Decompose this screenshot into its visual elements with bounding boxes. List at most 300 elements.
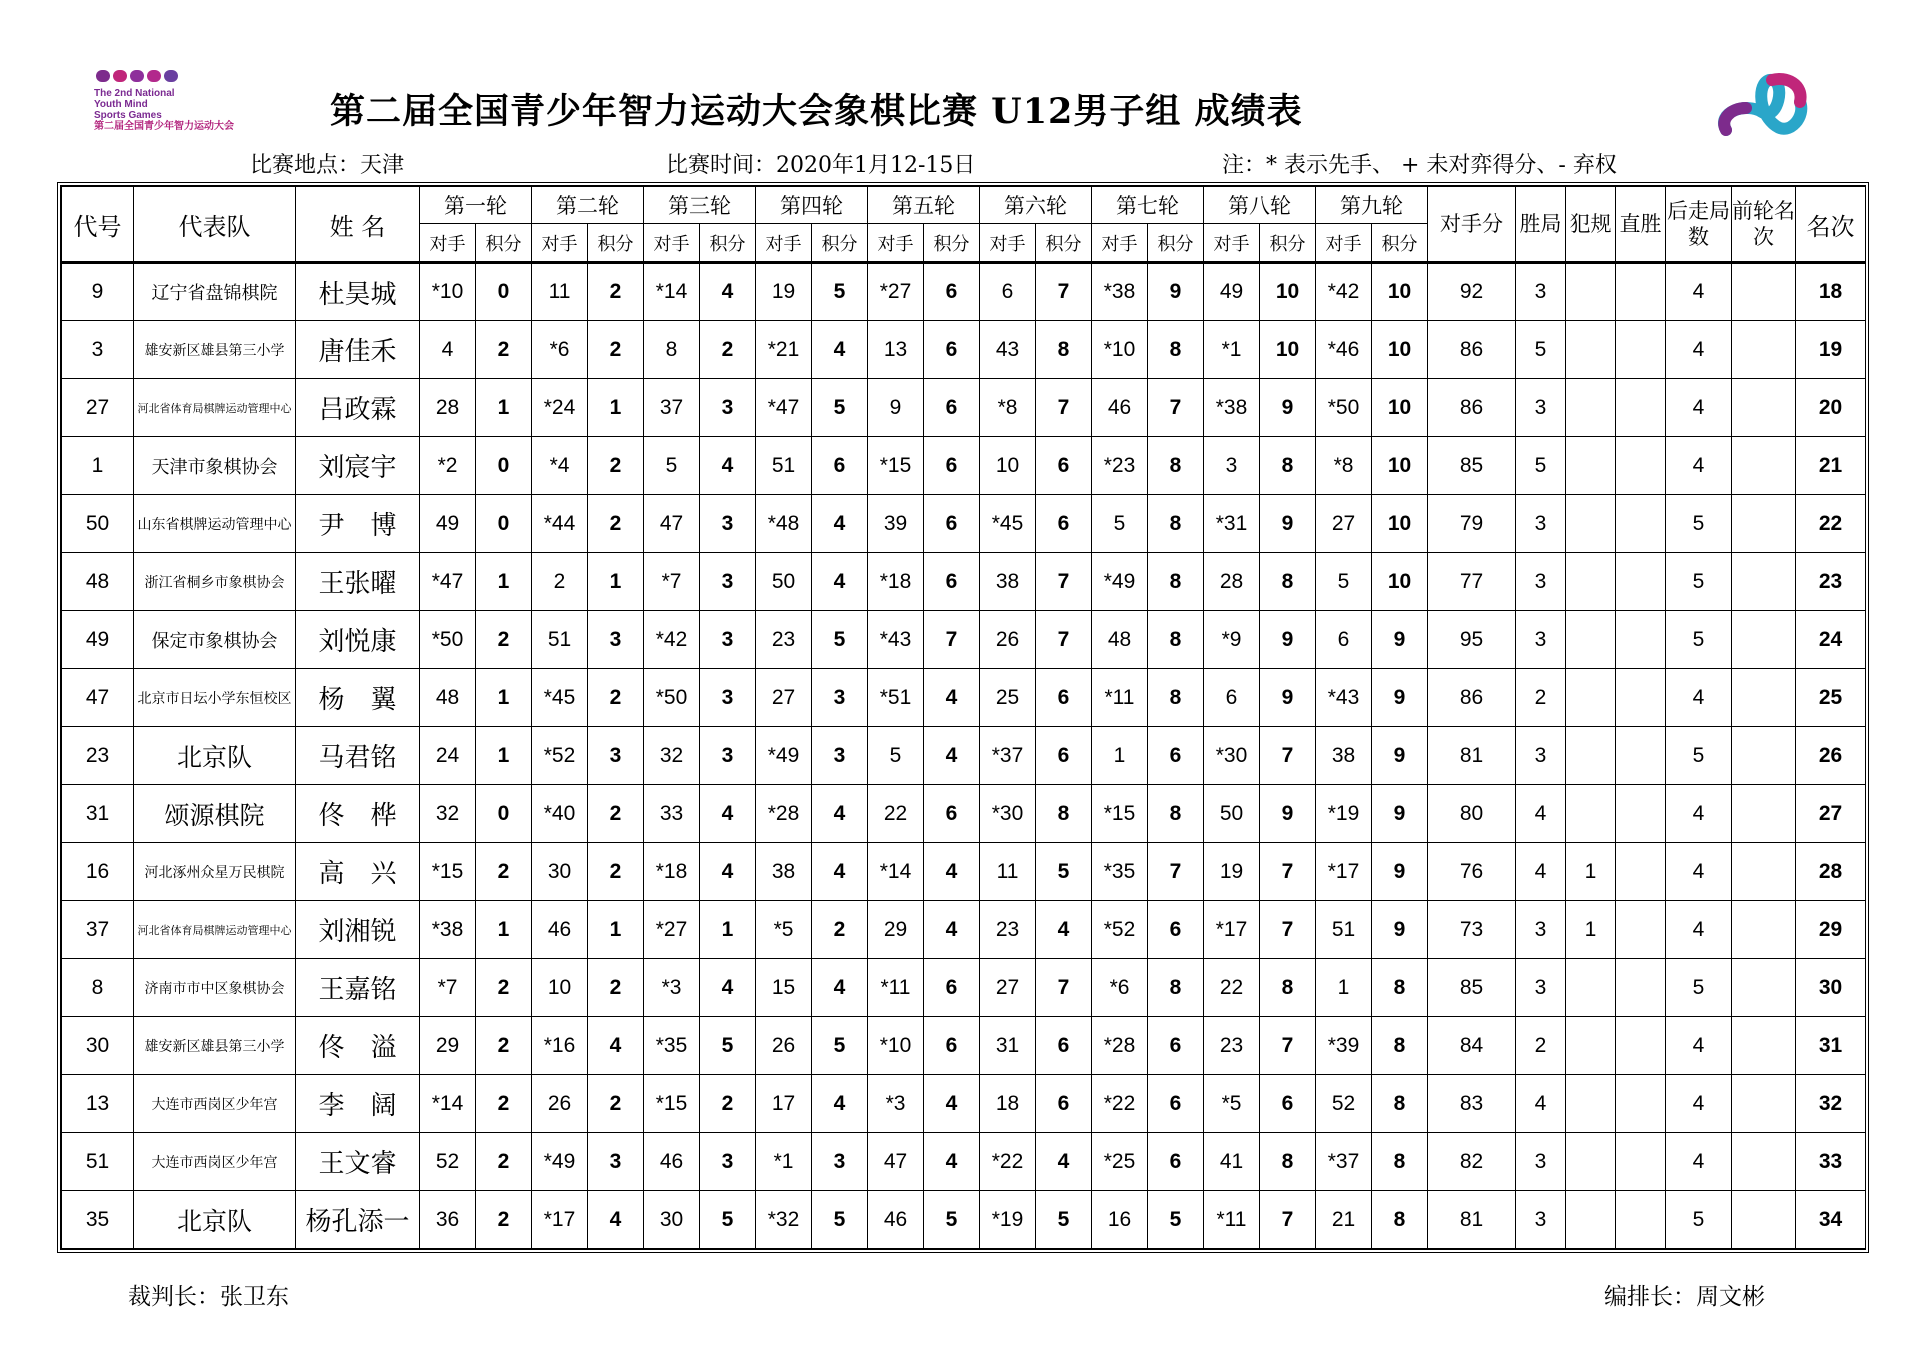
round-points: 6	[924, 321, 980, 379]
header-round: 第二轮	[532, 187, 644, 224]
fouls-count: 1	[1566, 843, 1616, 901]
round-points: 2	[588, 1075, 644, 1133]
fouls-count	[1566, 1191, 1616, 1249]
wins-count: 3	[1516, 1191, 1566, 1249]
results-table	[61, 186, 1866, 1249]
round-points: 4	[812, 843, 868, 901]
round-opponent: *16	[532, 1017, 588, 1075]
header-round: 第四轮	[756, 187, 868, 224]
round-points: 4	[812, 321, 868, 379]
round-opponent: *19	[1316, 785, 1372, 843]
previous-rank	[1732, 437, 1796, 495]
team-name: 山东省棋牌运动管理中心	[134, 495, 296, 553]
round-opponent: *7	[420, 959, 476, 1017]
logo-icons	[96, 70, 284, 82]
direct-wins	[1616, 785, 1666, 843]
second-move-count: 4	[1666, 843, 1732, 901]
round-points: 7	[1260, 843, 1316, 901]
round-points: 2	[476, 1075, 532, 1133]
player-code: 48	[62, 553, 134, 611]
round-points: 6	[1148, 1133, 1204, 1191]
header-points: 积分	[1148, 224, 1204, 263]
round-points: 2	[588, 495, 644, 553]
round-opponent: 27	[756, 669, 812, 727]
round-points: 7	[1260, 901, 1316, 959]
header-name: 姓 名	[296, 187, 420, 263]
round-points: 4	[1036, 901, 1092, 959]
round-points: 2	[812, 901, 868, 959]
round-opponent: 36	[420, 1191, 476, 1249]
round-opponent: 29	[868, 901, 924, 959]
round-points: 9	[1372, 611, 1428, 669]
opponent-score: 82	[1428, 1133, 1516, 1191]
opponent-score: 95	[1428, 611, 1516, 669]
wins-count: 3	[1516, 495, 1566, 553]
round-points: 6	[1148, 1017, 1204, 1075]
player-code: 3	[62, 321, 134, 379]
round-points: 7	[1036, 263, 1092, 321]
round-opponent: *42	[644, 611, 700, 669]
round-opponent: *45	[980, 495, 1036, 553]
round-opponent: 32	[420, 785, 476, 843]
previous-rank	[1732, 785, 1796, 843]
second-move-count: 4	[1666, 263, 1732, 321]
round-points: 7	[1260, 727, 1316, 785]
round-points: 2	[476, 1017, 532, 1075]
final-rank: 19	[1796, 321, 1866, 379]
round-points: 9	[1372, 669, 1428, 727]
direct-wins	[1616, 1017, 1666, 1075]
round-opponent: 23	[756, 611, 812, 669]
opponent-score: 85	[1428, 437, 1516, 495]
second-move-count: 5	[1666, 727, 1732, 785]
second-move-count: 4	[1666, 669, 1732, 727]
player-name: 刘悦康	[296, 611, 420, 669]
round-opponent: *1	[756, 1133, 812, 1191]
round-points: 0	[476, 495, 532, 553]
opponent-score: 85	[1428, 959, 1516, 1017]
round-opponent: 49	[1204, 263, 1260, 321]
final-rank: 34	[1796, 1191, 1866, 1249]
round-points: 1	[588, 379, 644, 437]
chief-referee: 裁判长：张卫东	[128, 1284, 289, 1310]
round-opponent: 3	[1204, 437, 1260, 495]
round-opponent: *23	[1092, 437, 1148, 495]
second-move-count: 5	[1666, 611, 1732, 669]
round-opponent: *38	[1092, 263, 1148, 321]
round-points: 2	[476, 843, 532, 901]
round-points: 9	[1148, 263, 1204, 321]
second-move-count: 4	[1666, 321, 1732, 379]
previous-rank	[1732, 553, 1796, 611]
header-points: 积分	[588, 224, 644, 263]
round-points: 6	[1036, 669, 1092, 727]
round-opponent: 28	[420, 379, 476, 437]
round-points: 0	[476, 437, 532, 495]
round-opponent: *18	[868, 553, 924, 611]
wins-count: 4	[1516, 1075, 1566, 1133]
round-opponent: 27	[980, 959, 1036, 1017]
round-points: 2	[588, 843, 644, 901]
round-points: 6	[924, 495, 980, 553]
round-points: 8	[1148, 495, 1204, 553]
header-points: 积分	[924, 224, 980, 263]
round-points: 3	[700, 379, 756, 437]
round-opponent: 27	[1316, 495, 1372, 553]
round-opponent: 47	[644, 495, 700, 553]
round-points: 4	[588, 1017, 644, 1075]
wins-count: 3	[1516, 1133, 1566, 1191]
logo-text-line: The 2nd National	[94, 88, 175, 99]
table-row	[62, 437, 1866, 495]
round-opponent: 28	[1204, 553, 1260, 611]
round-points: 7	[1036, 379, 1092, 437]
round-points: 8	[1036, 321, 1092, 379]
round-opponent: 6	[1316, 611, 1372, 669]
round-points: 0	[476, 263, 532, 321]
round-points: 7	[1260, 1191, 1316, 1249]
round-opponent: *25	[1092, 1133, 1148, 1191]
round-points: 6	[924, 263, 980, 321]
round-points: 3	[700, 727, 756, 785]
player-name: 杨 翼	[296, 669, 420, 727]
round-opponent: *50	[644, 669, 700, 727]
round-points: 6	[1148, 901, 1204, 959]
opponent-score: 79	[1428, 495, 1516, 553]
header-opponent: 对手	[756, 224, 812, 263]
round-points: 3	[812, 1133, 868, 1191]
round-opponent: *38	[1204, 379, 1260, 437]
venue-text: 比赛地点：天津	[250, 153, 405, 178]
round-points: 4	[700, 843, 756, 901]
second-move-count: 5	[1666, 959, 1732, 1017]
wins-count: 4	[1516, 843, 1566, 901]
header-points: 积分	[1036, 224, 1092, 263]
round-opponent: 33	[644, 785, 700, 843]
direct-wins	[1616, 495, 1666, 553]
team-name: 河北省体育局棋牌运动管理中心	[134, 901, 296, 959]
round-opponent: *17	[532, 1191, 588, 1249]
second-move-count: 4	[1666, 901, 1732, 959]
round-opponent: *28	[756, 785, 812, 843]
round-opponent: *18	[644, 843, 700, 901]
round-points: 3	[700, 1133, 756, 1191]
round-points: 4	[812, 785, 868, 843]
opponent-score: 86	[1428, 669, 1516, 727]
round-points: 4	[700, 263, 756, 321]
previous-rank	[1732, 263, 1796, 321]
round-opponent: *8	[980, 379, 1036, 437]
previous-rank	[1732, 1191, 1796, 1249]
round-opponent: *19	[980, 1191, 1036, 1249]
round-points: 4	[924, 727, 980, 785]
player-code: 49	[62, 611, 134, 669]
header-opponent: 对手	[420, 224, 476, 263]
round-points: 2	[476, 1133, 532, 1191]
player-code: 27	[62, 379, 134, 437]
round-points: 1	[476, 727, 532, 785]
player-name: 高 兴	[296, 843, 420, 901]
team-name: 天津市象棋协会	[134, 437, 296, 495]
player-name: 佟 溢	[296, 1017, 420, 1075]
round-points: 8	[1260, 553, 1316, 611]
header-points: 积分	[1260, 224, 1316, 263]
round-opponent: 5	[868, 727, 924, 785]
team-name: 北京市日坛小学东恒校区	[134, 669, 296, 727]
fouls-count	[1566, 263, 1616, 321]
player-code: 37	[62, 901, 134, 959]
round-opponent: *10	[1092, 321, 1148, 379]
player-code: 13	[62, 1075, 134, 1133]
round-opponent: 51	[1316, 901, 1372, 959]
round-points: 6	[924, 1017, 980, 1075]
round-points: 2	[476, 959, 532, 1017]
table-row	[62, 1075, 1866, 1133]
round-opponent: *22	[980, 1133, 1036, 1191]
round-points: 4	[1036, 1133, 1092, 1191]
wins-count: 5	[1516, 437, 1566, 495]
second-move-count: 4	[1666, 785, 1732, 843]
round-opponent: *38	[420, 901, 476, 959]
round-opponent: 46	[1092, 379, 1148, 437]
team-name: 济南市市中区象棋协会	[134, 959, 296, 1017]
chief-arranger: 编排长：周文彬	[1604, 1284, 1765, 1310]
round-points: 3	[700, 553, 756, 611]
team-name: 河北省体育局棋牌运动管理中心	[134, 379, 296, 437]
final-rank: 33	[1796, 1133, 1866, 1191]
round-opponent: *9	[1204, 611, 1260, 669]
table-row	[62, 901, 1866, 959]
header-opponent: 对手	[1316, 224, 1372, 263]
round-points: 6	[1148, 727, 1204, 785]
round-opponent: 10	[980, 437, 1036, 495]
round-points: 10	[1372, 553, 1428, 611]
team-name: 北京队	[134, 727, 296, 785]
direct-wins	[1616, 1133, 1666, 1191]
final-rank: 18	[1796, 263, 1866, 321]
round-opponent: *14	[644, 263, 700, 321]
header-rank: 名次	[1796, 187, 1866, 263]
team-name: 辽宁省盘锦棋院	[134, 263, 296, 321]
player-code: 47	[62, 669, 134, 727]
wins-count: 4	[1516, 785, 1566, 843]
round-opponent: *15	[644, 1075, 700, 1133]
direct-wins	[1616, 553, 1666, 611]
header-round: 第三轮	[644, 187, 756, 224]
round-opponent: *3	[644, 959, 700, 1017]
player-name: 马君铭	[296, 727, 420, 785]
fouls-count	[1566, 669, 1616, 727]
table-row	[62, 1017, 1866, 1075]
round-opponent: *45	[532, 669, 588, 727]
player-code: 51	[62, 1133, 134, 1191]
second-move-count: 4	[1666, 1133, 1732, 1191]
round-points: 2	[476, 1191, 532, 1249]
round-points: 9	[1260, 611, 1316, 669]
round-points: 5	[924, 1191, 980, 1249]
sport-dot-icon	[130, 70, 144, 82]
round-opponent: 52	[1316, 1075, 1372, 1133]
round-points: 3	[700, 669, 756, 727]
opponent-score: 83	[1428, 1075, 1516, 1133]
player-name: 唐佳禾	[296, 321, 420, 379]
final-rank: 24	[1796, 611, 1866, 669]
round-points: 8	[1148, 669, 1204, 727]
round-opponent: 51	[532, 611, 588, 669]
round-opponent: 19	[1204, 843, 1260, 901]
round-opponent: 49	[420, 495, 476, 553]
round-opponent: 32	[644, 727, 700, 785]
direct-wins	[1616, 901, 1666, 959]
round-points: 7	[1148, 843, 1204, 901]
table-row	[62, 321, 1866, 379]
player-name: 刘宸宇	[296, 437, 420, 495]
opponent-score: 73	[1428, 901, 1516, 959]
round-opponent: 50	[756, 553, 812, 611]
round-opponent: *31	[1204, 495, 1260, 553]
round-opponent: 48	[420, 669, 476, 727]
round-opponent: *14	[420, 1075, 476, 1133]
round-points: 3	[588, 1133, 644, 1191]
player-code: 50	[62, 495, 134, 553]
round-points: 9	[1260, 669, 1316, 727]
team-name: 河北涿州众星万民棋院	[134, 843, 296, 901]
final-rank: 28	[1796, 843, 1866, 901]
round-points: 7	[1036, 959, 1092, 1017]
round-points: 5	[700, 1017, 756, 1075]
round-opponent: *39	[1316, 1017, 1372, 1075]
round-opponent: *47	[756, 379, 812, 437]
round-points: 8	[1372, 1017, 1428, 1075]
round-points: 9	[1260, 495, 1316, 553]
table-row	[62, 495, 1866, 553]
round-opponent: *15	[868, 437, 924, 495]
sport-dot-icon	[96, 70, 110, 82]
team-name: 保定市象棋协会	[134, 611, 296, 669]
table-row	[62, 727, 1866, 785]
round-opponent: *46	[1316, 321, 1372, 379]
table-row	[62, 669, 1866, 727]
round-points: 8	[1148, 785, 1204, 843]
games-logo	[94, 70, 284, 150]
table-row	[62, 959, 1866, 1017]
header-opponent: 对手	[868, 224, 924, 263]
header-second-moves: 后走局数	[1666, 187, 1732, 263]
final-rank: 20	[1796, 379, 1866, 437]
round-opponent: 26	[756, 1017, 812, 1075]
header-opponent: 对手	[644, 224, 700, 263]
round-opponent: *32	[756, 1191, 812, 1249]
round-opponent: 19	[756, 263, 812, 321]
table-body	[62, 263, 1866, 1249]
round-points: 0	[476, 785, 532, 843]
wins-count: 2	[1516, 1017, 1566, 1075]
round-points: 5	[812, 379, 868, 437]
opponent-score: 81	[1428, 1191, 1516, 1249]
round-opponent: 38	[980, 553, 1036, 611]
round-opponent: 22	[868, 785, 924, 843]
round-opponent: 9	[868, 379, 924, 437]
header-fouls: 犯规	[1566, 187, 1616, 263]
page-title: 第二届全国青少年智力运动大会象棋比赛 U12男子组 成绩表	[330, 91, 1303, 132]
round-opponent: *11	[868, 959, 924, 1017]
round-points: 8	[1372, 1133, 1428, 1191]
previous-rank	[1732, 321, 1796, 379]
direct-wins	[1616, 437, 1666, 495]
round-opponent: *6	[532, 321, 588, 379]
round-points: 9	[1260, 785, 1316, 843]
player-name: 杜昊城	[296, 263, 420, 321]
round-opponent: *49	[532, 1133, 588, 1191]
round-points: 2	[588, 959, 644, 1017]
round-opponent: 38	[756, 843, 812, 901]
previous-rank	[1732, 1075, 1796, 1133]
direct-wins	[1616, 321, 1666, 379]
header-opponent: 对手	[1204, 224, 1260, 263]
round-opponent: *10	[420, 263, 476, 321]
final-rank: 25	[1796, 669, 1866, 727]
logo-text-line: Youth Mind	[94, 99, 148, 110]
wins-count: 3	[1516, 611, 1566, 669]
round-points: 1	[700, 901, 756, 959]
player-name: 王嘉铭	[296, 959, 420, 1017]
round-opponent: *51	[868, 669, 924, 727]
direct-wins	[1616, 611, 1666, 669]
round-opponent: 47	[868, 1133, 924, 1191]
round-points: 4	[700, 437, 756, 495]
round-points: 4	[924, 1075, 980, 1133]
player-code: 31	[62, 785, 134, 843]
round-points: 2	[476, 321, 532, 379]
round-opponent: 46	[532, 901, 588, 959]
round-opponent: 31	[980, 1017, 1036, 1075]
round-points: 4	[924, 1133, 980, 1191]
round-opponent: 23	[1204, 1017, 1260, 1075]
previous-rank	[1732, 1133, 1796, 1191]
header-opponent: 对手	[532, 224, 588, 263]
sport-dot-icon	[113, 70, 127, 82]
player-name: 王张曜	[296, 553, 420, 611]
round-opponent: *17	[1204, 901, 1260, 959]
player-name: 杨孔添一	[296, 1191, 420, 1249]
round-points: 6	[1036, 495, 1092, 553]
round-points: 2	[588, 669, 644, 727]
player-name: 刘湘锐	[296, 901, 420, 959]
round-points: 6	[1148, 1075, 1204, 1133]
round-opponent: 51	[756, 437, 812, 495]
round-opponent: *5	[756, 901, 812, 959]
round-opponent: *30	[1204, 727, 1260, 785]
fouls-count	[1566, 959, 1616, 1017]
final-rank: 26	[1796, 727, 1866, 785]
round-opponent: 26	[980, 611, 1036, 669]
opponent-score: 92	[1428, 263, 1516, 321]
fouls-count	[1566, 611, 1616, 669]
round-opponent: 10	[532, 959, 588, 1017]
player-code: 1	[62, 437, 134, 495]
round-points: 10	[1372, 263, 1428, 321]
header-opponent: 对手	[980, 224, 1036, 263]
round-points: 8	[1148, 959, 1204, 1017]
round-points: 8	[1148, 437, 1204, 495]
round-points: 8	[1148, 611, 1204, 669]
opponent-score: 81	[1428, 727, 1516, 785]
round-points: 4	[924, 901, 980, 959]
round-points: 5	[812, 263, 868, 321]
round-opponent: *50	[420, 611, 476, 669]
round-points: 8	[1372, 1075, 1428, 1133]
wins-count: 2	[1516, 669, 1566, 727]
